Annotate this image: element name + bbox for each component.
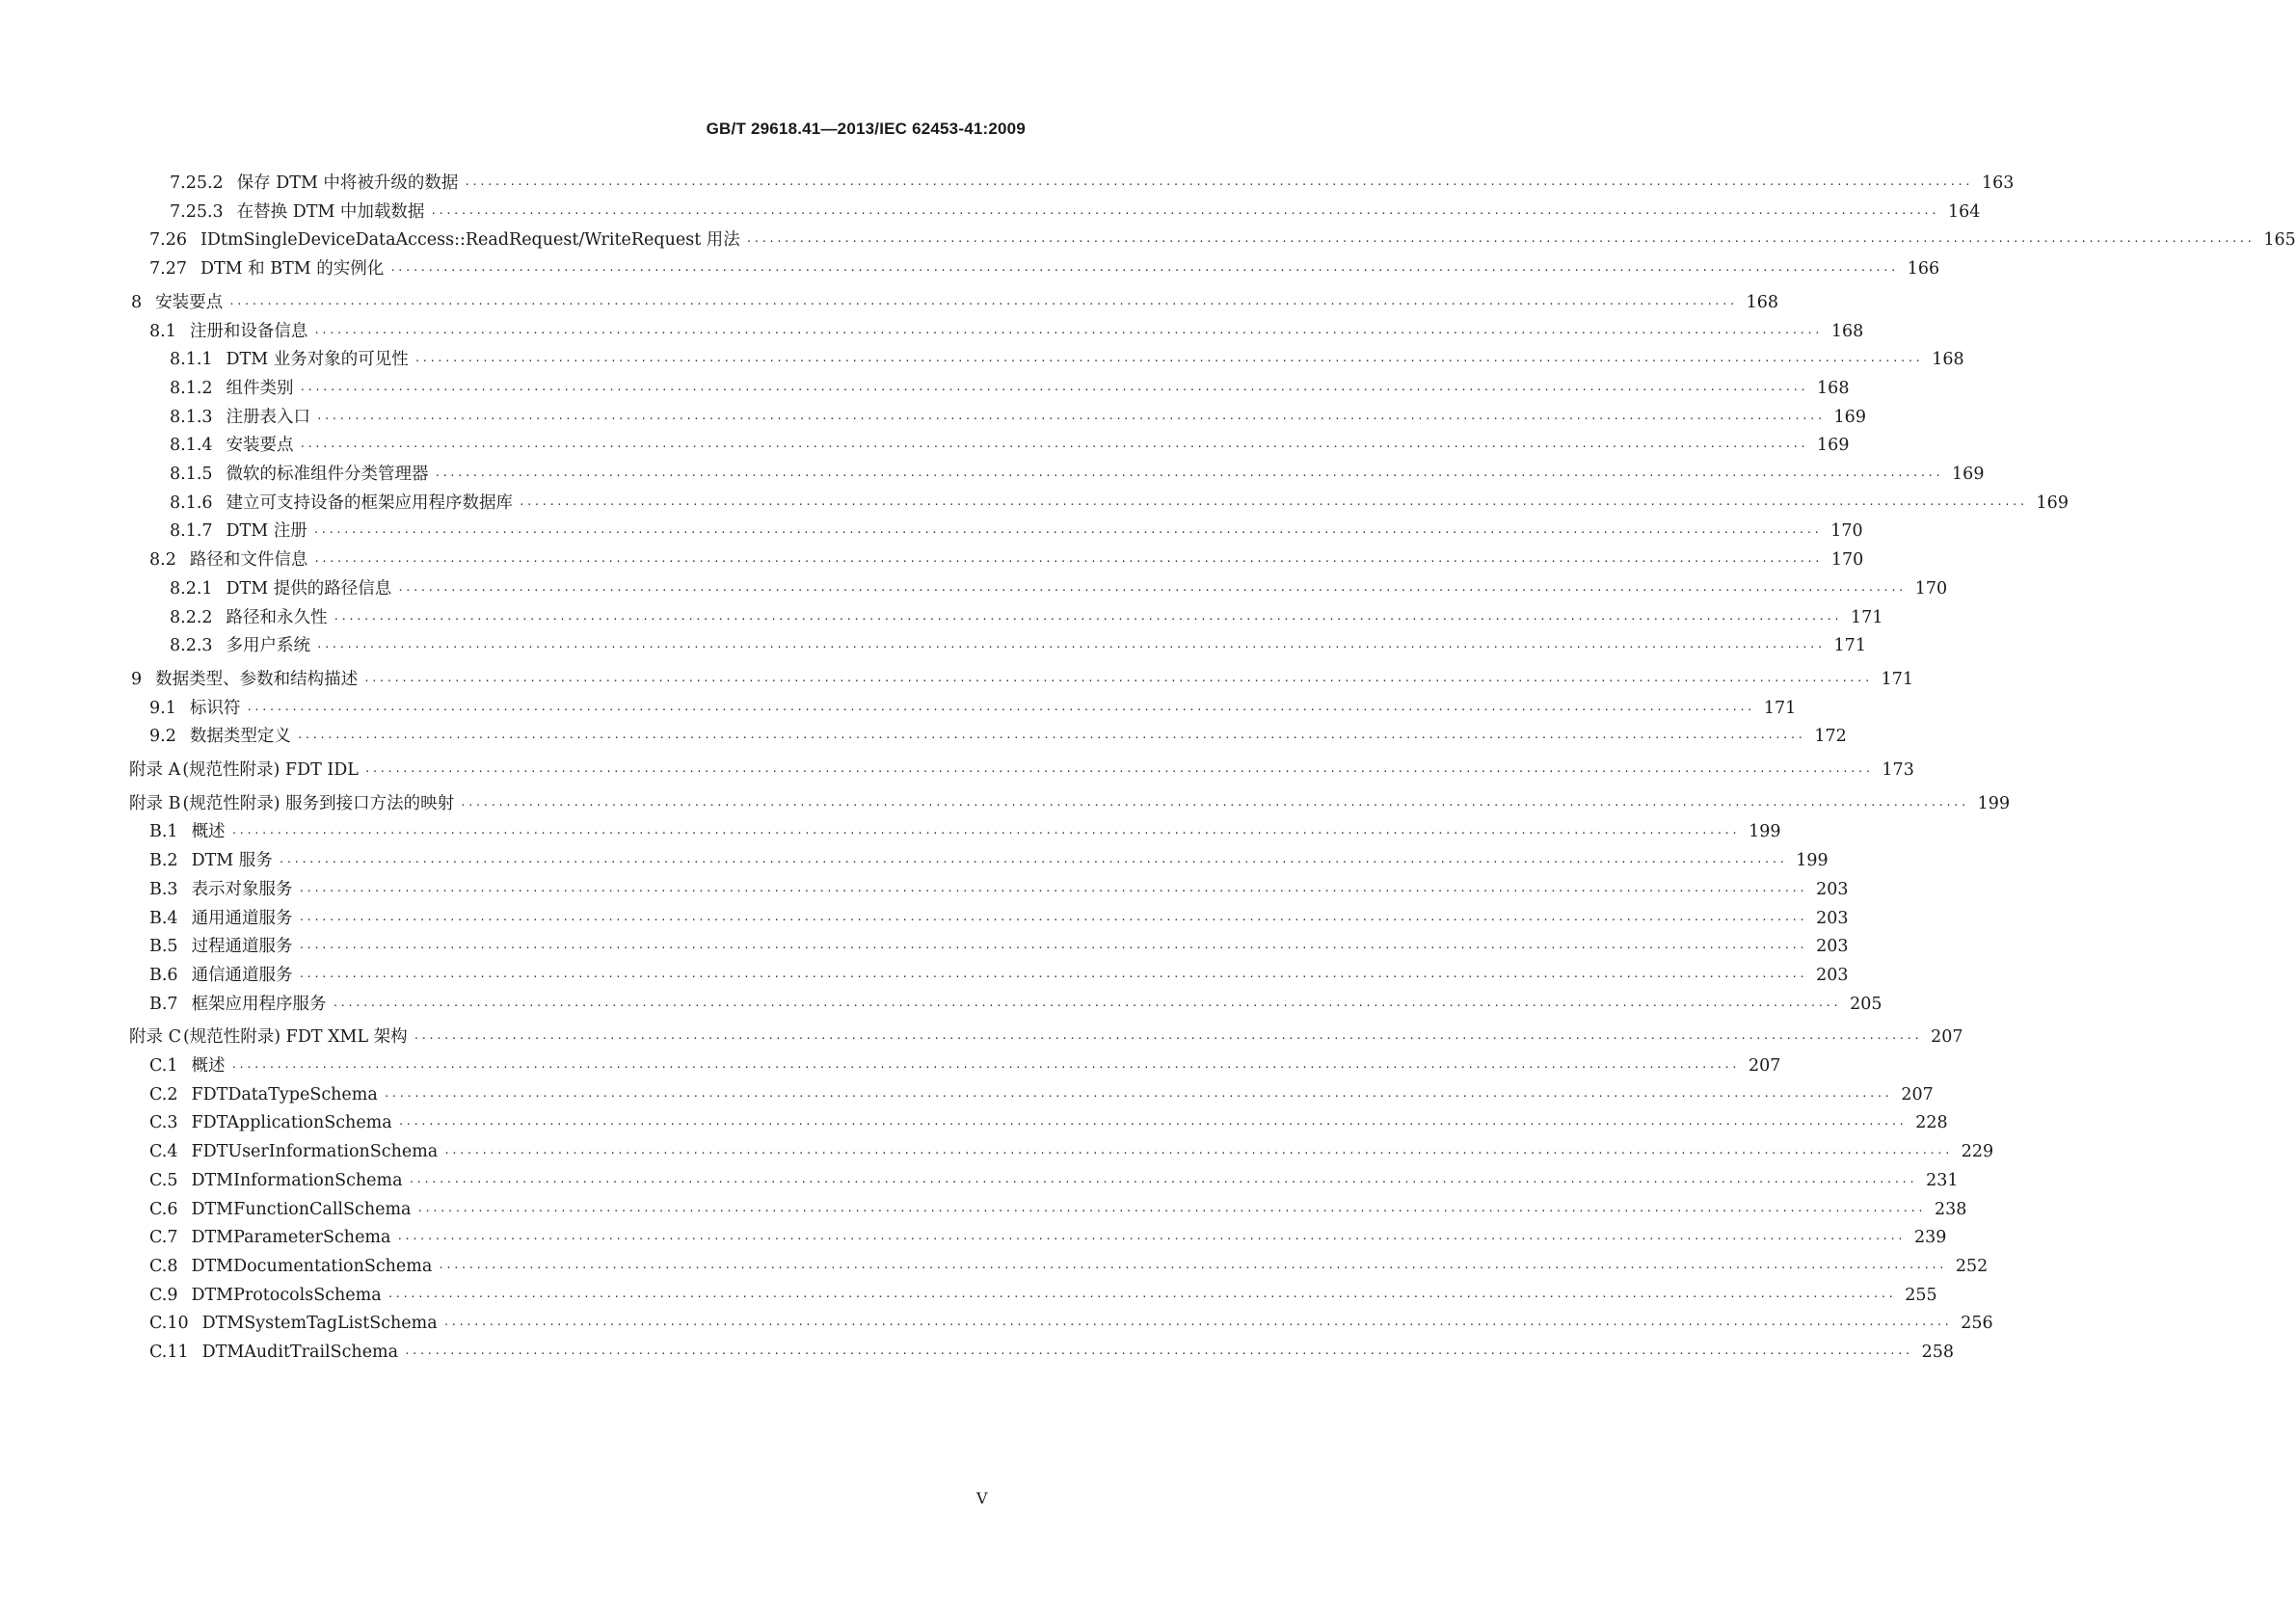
toc-entry-page: 169 (1817, 436, 1850, 456)
toc-leader-dots: ········································································································································································································ (464, 178, 1972, 191)
toc-entry[interactable] (0, 200, 1981, 225)
toc-entry-title: 数据类型、参数和结构描述 (155, 669, 359, 689)
toc-entry[interactable] (0, 1254, 1989, 1279)
toc-entry-number: C.2 (149, 1084, 178, 1104)
toc-entry[interactable] (0, 605, 1883, 630)
toc-leader-dots: ········································································································································································································ (298, 970, 1807, 983)
toc-entry-title: (规范性附录) 服务到接口方法的映射 (182, 793, 455, 813)
toc-entry-page: 171 (1833, 636, 1866, 656)
toc-entry[interactable] (0, 1082, 1934, 1107)
toc-entry-page: 252 (1955, 1256, 1989, 1276)
toc-entry[interactable] (0, 171, 2015, 196)
toc-leader-dots: ········································································································································································································ (389, 264, 1898, 278)
toc-entry-title: IDtmSingleDeviceDataAccess::ReadRequest/WriteRequest 用法 (200, 230, 740, 251)
toc-entry-number: 9 (131, 669, 143, 689)
toc-entry[interactable] (0, 1197, 1967, 1222)
toc-leader-dots: ········································································································································································································ (434, 469, 1943, 482)
toc-entry-title: 微软的标准组件分类管理器 (226, 465, 429, 484)
toc-leader-dots: ········································································································································································································ (363, 765, 1873, 778)
toc-entry-page: 165 (2263, 230, 2296, 251)
toc-entry-title: 框架应用程序服务 (191, 994, 327, 1014)
toc-entry-title: 安装要点 (155, 292, 224, 312)
toc-entry[interactable] (0, 319, 1864, 344)
toc-entry-title: (规范性附录) FDT XML 架构 (182, 1027, 408, 1048)
toc-leader-dots: ········································································································································································································ (298, 884, 1807, 897)
toc-entry-page: 239 (1913, 1228, 1947, 1248)
toc-entry-number: 8.1.4 (170, 436, 213, 456)
toc-entry[interactable] (0, 376, 1850, 401)
toc-entry-title: FDTUserInformationSchema (191, 1142, 439, 1162)
toc-entry-number: 附录 A (129, 760, 181, 780)
toc-entry-number: B.3 (149, 879, 178, 899)
toc-entry-number: 8 (131, 292, 143, 312)
toc-leader-dots: ········································································································································································································ (404, 1347, 1912, 1360)
toc-leader-dots: ········································································································································································································ (396, 1233, 1905, 1246)
toc-entry-page: 203 (1816, 908, 1849, 928)
toc-entry-number: 8.2.2 (170, 607, 213, 627)
toc-entry-title: 通用通道服务 (191, 908, 293, 928)
toc-entry-number: C.10 (149, 1314, 189, 1334)
toc-leader-dots: ········································································································································································································ (519, 497, 2027, 511)
toc-leader-dots: ········································································································································································································ (413, 1032, 1922, 1046)
toc-entry-title: DTM 服务 (191, 851, 273, 871)
toc-entry[interactable] (0, 1053, 1781, 1078)
toc-entry-number: 8.2.3 (170, 636, 213, 656)
toc-entry[interactable] (0, 519, 1863, 544)
toc-entry-title: DTMAuditTrailSchema (201, 1343, 399, 1362)
toc-entry-number: C.8 (149, 1256, 178, 1276)
toc-entry-number: 8.2 (149, 550, 176, 571)
toc-entry[interactable] (0, 1340, 1955, 1365)
toc-entry-number: C.1 (149, 1056, 178, 1076)
toc-entry[interactable] (0, 1024, 1963, 1050)
toc-leader-dots: ········································································································································································································ (416, 1204, 1925, 1217)
toc-entry-page: 238 (1935, 1199, 1967, 1219)
toc-entry-page: 163 (1981, 173, 2015, 193)
toc-entry-title: 组件类别 (226, 378, 294, 398)
toc-entry-page: 170 (1914, 578, 1948, 599)
toc-leader-dots: ········································································································································································································ (296, 732, 1805, 745)
toc-entry-title: 数据类型定义 (189, 727, 291, 747)
toc-entry-page: 228 (1915, 1113, 1948, 1133)
toc-entry-number: C.5 (149, 1170, 178, 1190)
toc-leader-dots: ········································································································································································································ (460, 798, 1968, 812)
toc-entry[interactable] (0, 1311, 1993, 1336)
toc-entry-title: 建立可支持设备的框架应用程序数据库 (226, 492, 514, 513)
toc-entry-page: 168 (1830, 321, 1864, 341)
toc-leader-dots: ········································································································································································································ (316, 412, 1825, 425)
toc-leader-dots: ········································································································································································································ (278, 856, 1787, 869)
toc-entry-number: 8.1.6 (170, 492, 213, 513)
toc-entry-number: 7.25.3 (170, 201, 224, 222)
toc-entry-page: 166 (1907, 259, 1940, 279)
toc-entry-page: 207 (1931, 1027, 1963, 1048)
toc-entry-number: 附录 C (129, 1027, 181, 1048)
toc-entry-number: 8.1 (149, 321, 176, 341)
toc-entry-page: 255 (1905, 1285, 1937, 1305)
toc-leader-dots: ········································································································································································································ (363, 674, 1872, 687)
toc-entry-number: B.7 (149, 994, 178, 1014)
toc-entry-page: 169 (1952, 465, 1985, 484)
toc-entry[interactable] (0, 547, 1864, 572)
toc-entry-title: 多用户系统 (226, 636, 311, 656)
toc-entry-page: 199 (1977, 793, 2011, 813)
toc-entry-number: 7.27 (149, 259, 187, 279)
toc-entry-number: B.2 (149, 851, 178, 871)
toc-entry[interactable] (0, 934, 1849, 959)
toc-entry-title: 路径和文件信息 (189, 550, 308, 571)
toc-leader-dots: ········································································································································································································ (333, 612, 1842, 625)
toc-leader-dots: ········································································································································································································ (298, 913, 1807, 926)
toc-entry[interactable] (0, 433, 1850, 458)
toc-entry-number: B.4 (149, 908, 178, 928)
toc-entry-number: 9.1 (149, 698, 176, 718)
toc-entry[interactable] (0, 963, 1849, 988)
toc-entry-title: FDTApplicationSchema (191, 1113, 392, 1133)
toc-entry-title: DTMFunctionCallSchema (191, 1199, 412, 1219)
toc-entry[interactable] (0, 1283, 1937, 1308)
toc-leader-dots: ········································································································································································································ (299, 383, 1808, 396)
toc-entry-number: C.6 (149, 1199, 178, 1219)
standard-header: GB/T 29618.41—2013/IEC 62453-41:2009 (706, 120, 1026, 138)
toc-entry[interactable] (0, 347, 1964, 372)
toc-entry-title: 概述 (191, 822, 226, 842)
toc-entry-page: 170 (1830, 550, 1864, 571)
toc-entry-title: 通信通道服务 (191, 965, 293, 985)
toc-entry[interactable] (0, 462, 1985, 487)
toc-entry[interactable] (0, 906, 1849, 931)
toc-entry-number: 附录 B (129, 793, 181, 813)
toc-entry-number: 7.25.2 (170, 173, 224, 193)
page-number: V (976, 1489, 988, 1507)
toc-entry-page: 256 (1961, 1314, 1993, 1334)
toc-entry-title: DTMProtocolsSchema (191, 1285, 382, 1305)
toc-entry[interactable] (0, 667, 1914, 692)
toc-entry-page: 207 (1748, 1056, 1781, 1076)
toc-entry[interactable] (0, 491, 2069, 516)
toc-entry-number: B.1 (149, 822, 178, 842)
toc-entry[interactable] (0, 877, 1849, 902)
toc-entry-title: 保存 DTM 中将被升级的数据 (236, 173, 459, 193)
toc-entry-number: B.6 (149, 965, 178, 985)
toc-entry-page: 207 (1901, 1084, 1934, 1104)
toc-leader-dots: ········································································································································································································ (298, 942, 1807, 955)
toc-entry-page: 173 (1882, 760, 1914, 780)
toc-entry-title: DTM 提供的路径信息 (226, 578, 392, 599)
toc-leader-dots: ········································································································································································································ (383, 1089, 1892, 1103)
toc-entry-title: DTMDocumentationSchema (191, 1256, 433, 1276)
toc-entry[interactable] (0, 791, 2011, 816)
toc-leader-dots: ········································································································································································································ (442, 1318, 1952, 1332)
toc-entry-title: 标识符 (189, 698, 241, 718)
toc-entry[interactable] (0, 633, 1866, 658)
toc-leader-dots: ········································································································································································································ (312, 526, 1822, 540)
toc-entry-page: 203 (1816, 937, 1849, 957)
toc-entry-page: 168 (1746, 292, 1779, 312)
toc-entry-title: DTM 业务对象的可见性 (226, 350, 409, 370)
toc-entry-title: DTMParameterSchema (191, 1228, 391, 1248)
toc-entry-number: 8.1.7 (170, 521, 213, 542)
toc-entry[interactable] (0, 724, 1847, 749)
toc-entry-page: 171 (1763, 698, 1797, 718)
toc-entry[interactable] (0, 992, 1882, 1017)
toc-entry-title: 安装要点 (226, 436, 294, 456)
toc-entry[interactable] (0, 758, 1914, 783)
toc-entry[interactable] (0, 576, 1948, 601)
toc-leader-dots: ········································································································································································································ (313, 555, 1822, 569)
toc-entry-page: 231 (1926, 1170, 1959, 1190)
toc-entry[interactable] (0, 1168, 1959, 1193)
toc-entry-page: 170 (1830, 521, 1863, 542)
toc-leader-dots: ········································································································································································································ (387, 1290, 1896, 1303)
toc-entry-page: 258 (1921, 1343, 1955, 1362)
toc-entry-page: 171 (1881, 669, 1914, 689)
toc-entry[interactable] (0, 405, 1866, 430)
toc-entry-number: C.7 (149, 1228, 178, 1248)
toc-entry-page: 203 (1816, 965, 1849, 985)
toc-entry-title: DTMInformationSchema (191, 1170, 403, 1190)
toc-entry-title: 注册表入口 (226, 407, 311, 427)
toc-leader-dots: ········································································································································································································ (332, 998, 1841, 1012)
toc-entry-number: 8.1.3 (170, 407, 213, 427)
toc-leader-dots: ········································································································································································································ (443, 1147, 1952, 1160)
toc-entry-number: C.11 (149, 1343, 189, 1362)
toc-entry-page: 199 (1796, 851, 1829, 871)
toc-entry-title: (规范性附录) FDT IDL (182, 760, 359, 780)
toc-entry-title: DTM 注册 (226, 521, 307, 542)
toc-entry[interactable] (0, 256, 1940, 281)
toc-leader-dots: ········································································································································································································ (745, 235, 2255, 249)
toc-entry-page: 229 (1961, 1142, 1994, 1162)
toc-entry[interactable] (0, 1110, 1948, 1135)
toc-entry-page: 203 (1816, 879, 1849, 899)
toc-entry-number: C.4 (149, 1142, 178, 1162)
toc-entry-page: 169 (2036, 492, 2069, 513)
toc-leader-dots: ········································································································································································································ (397, 583, 1906, 597)
toc-entry-number: B.5 (149, 937, 178, 957)
toc-entry-page: 199 (1749, 822, 1781, 842)
toc-entry-number: 8.2.1 (170, 578, 213, 599)
toc-entry-title: 路径和永久性 (226, 607, 328, 627)
toc-entry-title: 过程通道服务 (191, 937, 293, 957)
toc-entry[interactable] (0, 290, 1779, 315)
toc-entry-number: C.9 (149, 1285, 178, 1305)
toc-entry[interactable] (0, 696, 1797, 721)
toc-leader-dots: ········································································································································································································ (230, 1061, 1739, 1074)
toc-entry-page: 172 (1814, 727, 1847, 747)
toc-entry-page: 168 (1932, 350, 1964, 370)
toc-entry-title: 在替换 DTM 中加载数据 (236, 201, 425, 222)
toc-entry-number: 8.1.5 (170, 465, 213, 484)
toc-entry[interactable] (0, 227, 2296, 253)
toc-entry-page: 164 (1947, 201, 1981, 222)
toc-entry-title: 表示对象服务 (191, 879, 293, 899)
toc-leader-dots: ········································································································································································································ (438, 1261, 1946, 1274)
toc-leader-dots: ········································································································································································································ (299, 440, 1808, 454)
toc-entry[interactable] (0, 848, 1829, 873)
toc-leader-dots: ········································································································································································································ (230, 827, 1740, 840)
toc-entry-title: 注册和设备信息 (189, 321, 308, 341)
toc-entry-page: 169 (1833, 407, 1866, 427)
toc-entry-title: DTM 和 BTM 的实例化 (200, 259, 385, 279)
toc-leader-dots: ········································································································································································································ (228, 297, 1737, 310)
toc-leader-dots: ········································································································································································································ (313, 326, 1822, 339)
toc-entry-number: 7.26 (149, 230, 187, 251)
toc-entry-number: 8.1.1 (170, 350, 213, 370)
toc-entry-title: FDTDataTypeSchema (191, 1084, 378, 1104)
toc-entry[interactable] (0, 1225, 1947, 1250)
toc-entry-page: 168 (1817, 378, 1850, 398)
toc-leader-dots: ········································································································································································································ (316, 641, 1825, 654)
toc-entry[interactable] (0, 819, 1781, 844)
toc-entry[interactable] (0, 1139, 1994, 1164)
toc-entry-number: C.3 (149, 1113, 178, 1133)
toc-entry-number: 8.1.2 (170, 378, 213, 398)
toc-entry-title: DTMSystemTagListSchema (201, 1314, 438, 1334)
toc-entry-page: 171 (1851, 607, 1883, 627)
toc-leader-dots: ········································································································································································································ (397, 1118, 1907, 1131)
toc-leader-dots: ········································································································································································································ (408, 1175, 1917, 1188)
toc-entry-page: 205 (1850, 994, 1882, 1014)
toc-leader-dots: ········································································································································································································ (414, 355, 1923, 368)
toc-leader-dots: ········································································································································································································ (430, 206, 1938, 220)
toc-leader-dots: ········································································································································································································ (246, 703, 1754, 716)
toc-entry-number: 9.2 (149, 727, 176, 747)
toc-entry-title: 概述 (191, 1056, 226, 1076)
